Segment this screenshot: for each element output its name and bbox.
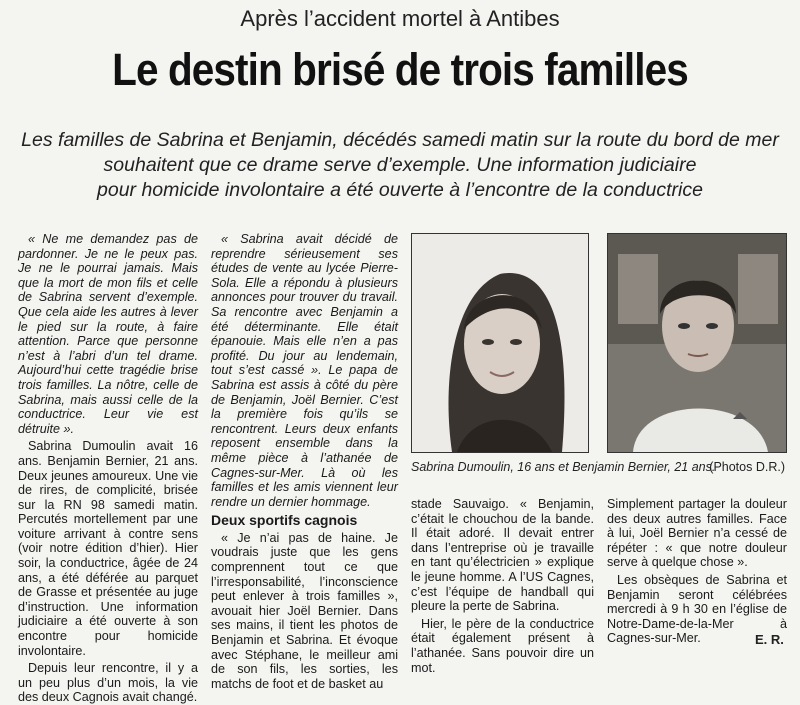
paragraph: stade Sauvaigo. « Benjamin, c’était le chouchou de la bande. Il était adoré. Il devait entrer dans l’entreprise où je travaille en tant qu’électricien » explique le jeune homme. A l’US Cagnes, c’est l’équipe de handball qui pleure la perte de Sabrina. xyxy=(411,497,594,614)
author-signature: E. R. xyxy=(755,632,784,647)
kicker: Après l’accident mortel à Antibes xyxy=(240,6,560,31)
paragraph: Depuis leur rencontre, il y a un peu plus d’un mois, la vie des deux Cagnois avait changé. xyxy=(18,661,198,705)
photo-benjamin xyxy=(607,233,787,453)
article-column-2 xyxy=(211,232,398,691)
caption-text: Sabrina Dumoulin, 16 ans et Benjamin Bernier, 21 ans. xyxy=(411,460,716,474)
paragraph: Les obsèques de Sabrina et Benjamin seront célébrées mercredi à 9 h 30 en l’église de Notre-Dame-de-la-Mer à Cagnes-sur-Mer. xyxy=(607,572,787,646)
paragraph: « Je n’ai pas de haine. Je voudrais juste que les gens comprennent tout ce que l’irresponsabilité, l’inconscience peut enlever à trois familles », avouait hier Joël Bernier. Dans ses mains, il tient les photos de Benjamin et Sabrina. Et évoque avec Stéphane, le meilleur ami de son fils, les sorties, les matchs de foot et de basket au xyxy=(211,530,398,691)
paragraph: Sabrina Dumoulin avait 16 ans. Benjamin Bernier, 21 ans. Deux jeunes amoureux. Une vie de rires, de complicité, brisée sur la RN 98 samedi matin. Percutés mortellement par une voiture arrivant à contre sens (voir notre édition d’hier). Hier soir, la conductrice, âgée de 24 ans, a été déférée au parquet de Grasse et présentée au juge d’instruction. Une information judiciaire a été ouverte à son encontre pour homicide involontaire. xyxy=(18,439,198,658)
article-column-1 xyxy=(18,232,198,705)
portrait-illustration xyxy=(608,234,786,452)
portrait-illustration xyxy=(412,234,588,452)
article-column-3 xyxy=(411,497,594,675)
paragraph: « Ne me demandez pas de pardonner. Je ne le peux pas. Je ne le pourrai jamais. Mais que la mort de mon fils et celle de Sabrina servent d’exemple. Que cela aide les autres à lever le pied sur la route, à faire attention. Parce que personne n’est à l’abri d’un tel drame. Aujourd’hui cette tragédie brise trois familles. La nôtre, celle de Sabrina, mais aussi celle de la conductrice. Leur vie est détruite ». xyxy=(18,232,198,436)
photo-sabrina xyxy=(411,233,589,453)
paragraph: Simplement partager la douleur des deux autres familles. Face à lui, Joël Bernier n’a cessé de répéter : « que notre douleur serve à quelque chose ». xyxy=(607,497,787,570)
paragraph: Hier, le père de la conductrice était également présent à l’athanée. Sans pouvoir dire un mot. xyxy=(411,616,594,675)
deck xyxy=(20,128,780,203)
deck-line: souhaitent que ce drame serve d’exemple. Une information judiciaire xyxy=(103,154,697,176)
deck-line: pour homicide involontaire a été ouverte à l’encontre de la conductrice xyxy=(97,179,703,201)
deck-line: Les familles de Sabrina et Benjamin, décédés samedi matin sur la route du bord de mer xyxy=(21,129,779,151)
photo-credit: (Photos D.R.) xyxy=(709,460,785,474)
subheading: Deux sportifs cagnois xyxy=(211,512,358,529)
paragraph: « Sabrina avait décidé de reprendre sérieusement ses études de vente au lycée Pierre-Sola. Elle a répondu à plusieurs annonces pour trouver du travail. Sa rencontre avec Benjamin a été déterminante. Elle était épanouie. Mais elle n’en a pas profité. Du jour au lendemain, tout s’est cassé ». Le papa de Sabrina est assis à côté du père de Benjamin, Joël Bernier. C’est la première fois qu’ils se rencontrent. Leurs deux enfants reposent ensemble dans la même pièce à l’athanée de Cagnes-sur-Mer. Là où les familles et les amis viennent leur rendre un dernier hommage. xyxy=(211,232,398,509)
headline: Le destin brisé de trois familles xyxy=(112,44,688,95)
photo-caption xyxy=(411,460,787,474)
article-column-4 xyxy=(607,497,787,646)
